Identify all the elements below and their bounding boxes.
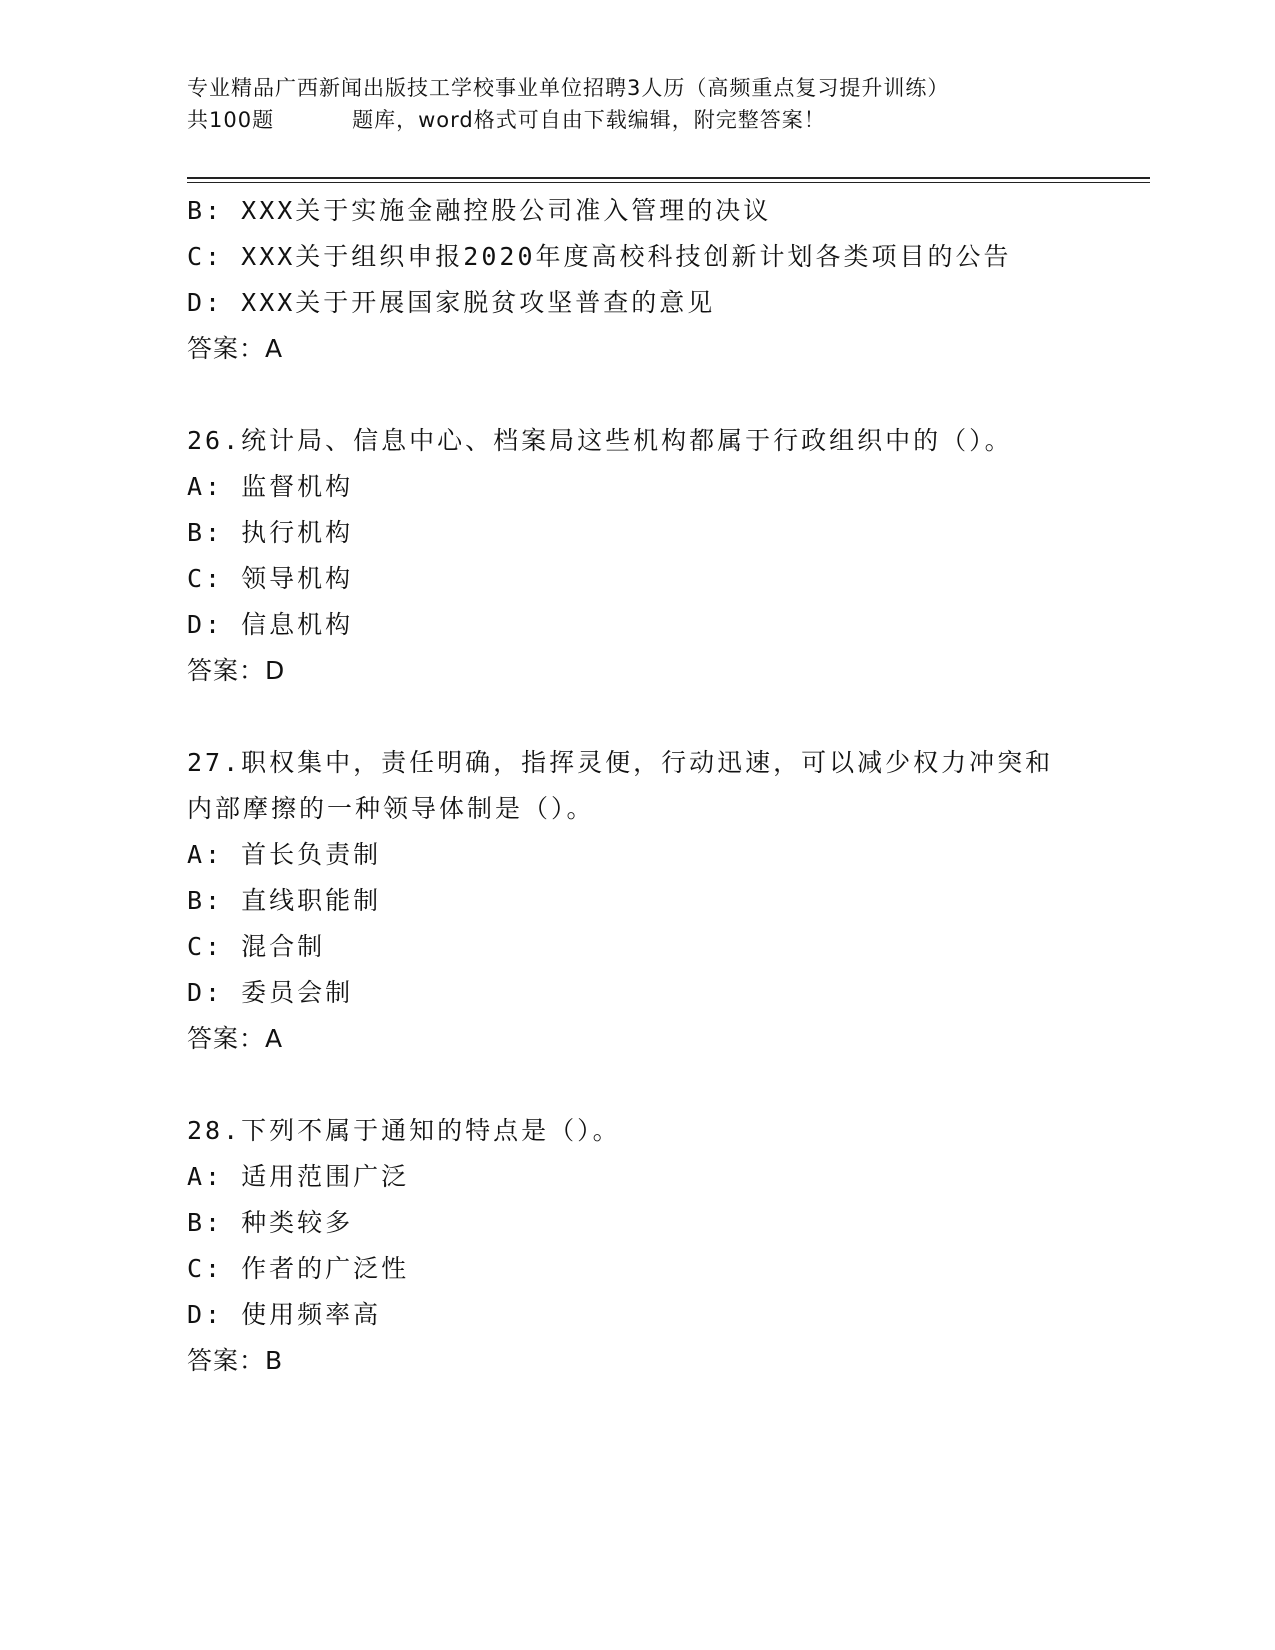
question-block-28 [187,1108,1147,1384]
header-subtitle-line [187,104,1147,136]
option-d: D: 使用频率高 [187,1300,382,1329]
option-a: A: 适用范围广泛 [187,1162,410,1191]
answer: 答案：A [187,334,284,363]
option-d: D: XXX关于开展国家脱贫攻坚普查的意见 [187,288,716,317]
answer: 答案：D [187,656,286,685]
option-c: C: 混合制 [187,932,326,961]
header-divider-thick [187,177,1150,179]
header-question-count: 共100题 [187,108,275,132]
answer: 答案：A [187,1024,284,1053]
question-block-carryover [187,188,1147,372]
page-header [187,72,1147,136]
answer: 答案：B [187,1346,284,1375]
option-c: C: 作者的广泛性 [187,1254,410,1283]
header-divider-thin [187,182,1150,183]
option-d: D: 信息机构 [187,610,354,639]
question-stem: 26.统计局、信息中心、档案局这些机构都属于行政组织中的（）。 [187,426,1013,455]
option-a: A: 监督机构 [187,472,354,501]
question-stem: 27.职权集中，责任明确，指挥灵便，行动迅速，可以减少权力冲突和 [187,748,1054,777]
question-block-26 [187,418,1147,694]
option-c: C: XXX关于组织申报2020年度高校科技创新计划各类项目的公告 [187,242,1012,271]
question-block-27 [187,740,1147,1062]
header-title-line: 专业精品广西新闻出版技工学校事业单位招聘3人历（高频重点复习提升训练） [187,76,950,100]
question-list [187,188,1147,1384]
option-a: A: 首长负责制 [187,840,382,869]
question-stem-continued: 内部摩擦的一种领导体制是（）。 [187,794,595,823]
option-b: B: 执行机构 [187,518,354,547]
option-b: B: 种类较多 [187,1208,354,1237]
header-description: 题库，word格式可自由下载编辑，附完整答案！ [352,108,826,132]
option-c: C: 领导机构 [187,564,354,593]
option-d: D: 委员会制 [187,978,354,1007]
question-stem: 28.下列不属于通知的特点是（）。 [187,1116,621,1145]
option-b: B: 直线职能制 [187,886,382,915]
option-b: B: XXX关于实施金融控股公司准入管理的决议 [187,196,772,225]
